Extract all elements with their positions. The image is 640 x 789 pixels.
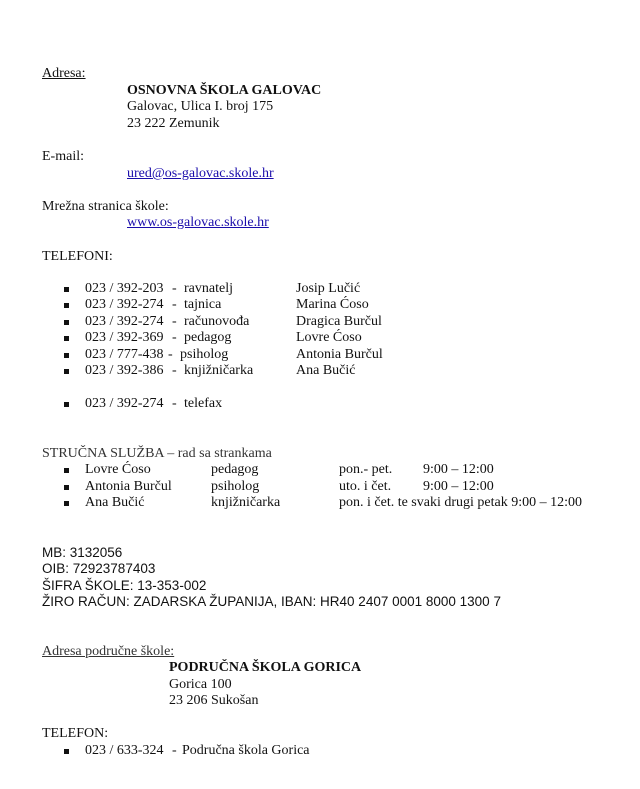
phone-role: tajnica — [184, 297, 222, 312]
branch-phone-label: TELEFON: — [42, 726, 109, 741]
school-city: 23 222 Zemunik — [127, 116, 220, 131]
bullet-icon — [64, 402, 69, 407]
bullet-icon — [64, 369, 69, 374]
phone-separator: - — [168, 347, 173, 362]
fax-role: telefax — [184, 396, 223, 411]
phone-role: ravnatelj — [184, 281, 233, 296]
phone-number: 023 / 392-274 — [85, 314, 164, 329]
service-label: STRUČNA SLUŽBA – rad sa strankama — [42, 446, 272, 461]
phone-person: Marina Ćoso — [296, 297, 369, 312]
phone-number: 023 / 777-438 — [85, 347, 164, 362]
branch-street: Gorica 100 — [169, 677, 232, 692]
website-label: Mrežna stranica škole: — [42, 199, 169, 214]
service-role: pedagog — [211, 462, 259, 477]
service-hours: 9:00 – 12:00 — [423, 462, 494, 477]
bullet-icon — [64, 468, 69, 473]
branch-phone-number: 023 / 633-324 — [85, 743, 164, 758]
bullet-icon — [64, 320, 69, 325]
phone-role: knjižničarka — [184, 363, 254, 378]
school-street: Galovac, Ulica I. broj 175 — [127, 99, 274, 114]
branch-name: PODRUČNA ŠKOLA GORICA — [169, 660, 362, 675]
service-person: Antonia Burčul — [85, 479, 172, 494]
phone-separator: - — [172, 330, 177, 345]
bullet-icon — [64, 501, 69, 506]
service-days: pon.- pet. — [339, 462, 393, 477]
phone-person: Dragica Burčul — [296, 314, 382, 329]
phone-person: Lovre Ćoso — [296, 330, 362, 345]
branch-city: 23 206 Sukošan — [169, 693, 259, 708]
phone-role: psiholog — [180, 347, 229, 362]
bullet-icon — [64, 336, 69, 341]
phone-separator: - — [172, 314, 177, 329]
bullet-icon — [64, 303, 69, 308]
bullet-icon — [64, 749, 69, 754]
phone-role: računovođa — [184, 314, 250, 329]
phone-person: Antonia Burčul — [296, 347, 383, 362]
branch-phone-desc: Područna škola Gorica — [182, 743, 310, 758]
service-role: psiholog — [211, 479, 260, 494]
service-days: uto. i čet. — [339, 479, 392, 494]
phone-person: Ana Bučić — [296, 363, 356, 378]
mb-line: MB: 3132056 — [42, 545, 123, 560]
service-person: Lovre Ćoso — [85, 462, 151, 477]
school-name: OSNOVNA ŠKOLA GALOVAC — [127, 83, 322, 98]
service-role: knjižničarka — [211, 495, 281, 510]
fax-number: 023 / 392-274 — [85, 396, 164, 411]
email-link[interactable]: ured@os-galovac.skole.hr — [127, 166, 274, 181]
sifra-line: ŠIFRA ŠKOLE: 13-353-002 — [42, 578, 207, 593]
phones-label: TELEFONI: — [42, 249, 113, 264]
phone-number: 023 / 392-369 — [85, 330, 164, 345]
fax-separator: - — [172, 396, 177, 411]
phone-role: pedagog — [184, 330, 232, 345]
oib-line: OIB: 72923787403 — [42, 561, 156, 576]
bullet-icon — [64, 287, 69, 292]
phone-separator: - — [172, 297, 177, 312]
phone-separator: - — [172, 363, 177, 378]
branch-label: Adresa područne škole: — [42, 644, 175, 659]
bullet-icon — [64, 353, 69, 358]
ziro-line: ŽIRO RAČUN: ZADARSKA ŽUPANIJA, IBAN: HR40 2407 0001 8000 1300 7 — [42, 594, 501, 609]
address-label: Adresa: — [42, 66, 86, 81]
phone-separator: - — [172, 281, 177, 296]
service-hours: 9:00 – 12:00 — [423, 479, 494, 494]
service-days: pon. i čet. te svaki drugi petak 9:00 – 12:00 — [339, 495, 583, 510]
bullet-icon — [64, 485, 69, 490]
phone-number: 023 / 392-203 — [85, 281, 164, 296]
phone-person: Josip Lučić — [296, 281, 361, 296]
website-link[interactable]: www.os-galovac.skole.hr — [127, 215, 269, 230]
phone-number: 023 / 392-274 — [85, 297, 164, 312]
phone-number: 023 / 392-386 — [85, 363, 164, 378]
branch-phone-separator: - — [172, 743, 177, 758]
email-label: E-mail: — [42, 149, 84, 164]
service-person: Ana Bučić — [85, 495, 145, 510]
